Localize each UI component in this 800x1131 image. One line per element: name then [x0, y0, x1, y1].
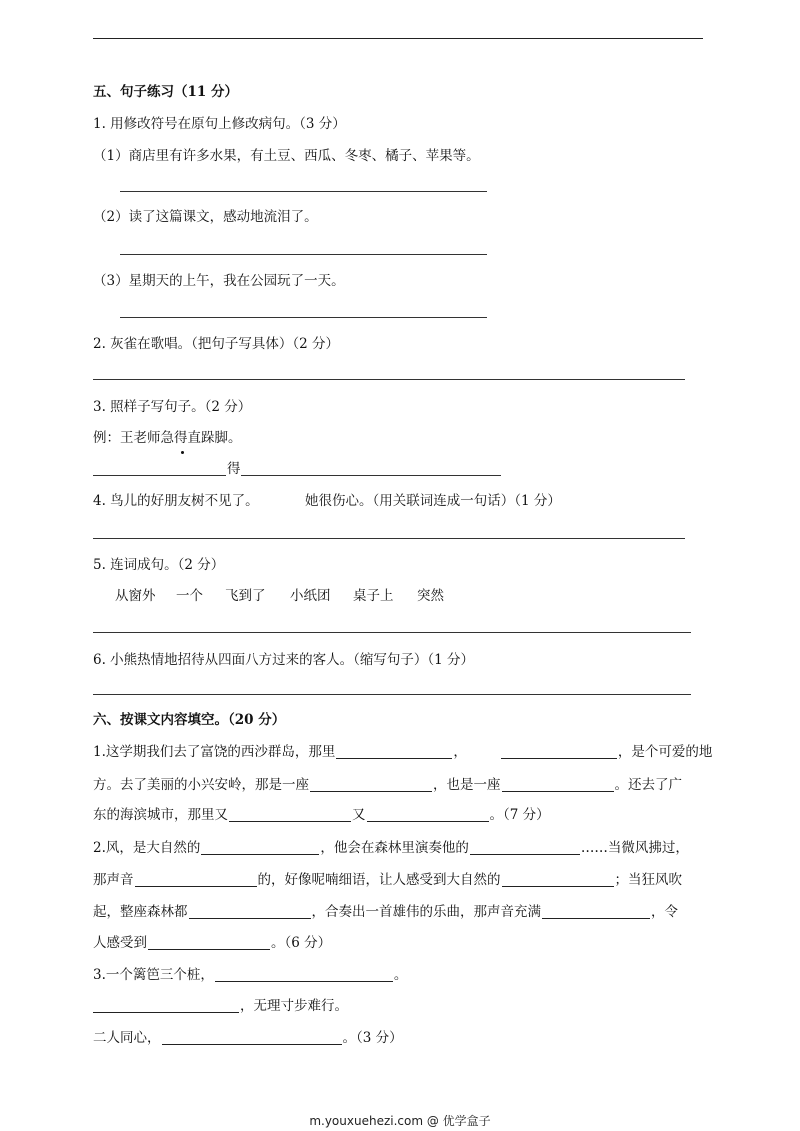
text: 。还去了广	[614, 777, 682, 793]
fill-blank[interactable]	[162, 1030, 342, 1045]
section6-title: 六、按课文内容填空。（20 分）	[93, 712, 286, 728]
q3-char: 得	[227, 461, 241, 477]
fill-blank[interactable]	[135, 872, 257, 887]
answer-line[interactable]	[93, 538, 685, 539]
text: ，也是一座	[433, 777, 501, 793]
text: 1.这学期我们去了富饶的西沙群岛，那里	[93, 744, 336, 760]
q1-item-3: （3）星期天的上午，我在公园玩了一天。	[93, 273, 345, 289]
fill-blank[interactable]	[336, 744, 452, 759]
text: ；当狂风吹	[614, 872, 682, 888]
p2-line-2	[93, 871, 682, 889]
q1-prompt: 1. 用修改符号在原句上修改病句。（3 分）	[93, 116, 346, 132]
text: ……当微风拂过，	[580, 840, 689, 856]
fill-blank[interactable]	[501, 744, 617, 759]
fill-blank[interactable]	[502, 872, 614, 887]
text: ，他会在森林里演奏他的	[320, 840, 469, 856]
answer-line[interactable]	[93, 632, 691, 633]
q4-prompt-a: 4. 鸟儿的好朋友树不见了。	[93, 493, 259, 509]
text: 。	[393, 967, 408, 983]
fill-blank[interactable]	[502, 777, 614, 792]
text: ，是个可爱的地	[617, 744, 713, 760]
p2-line-4	[93, 934, 331, 952]
fill-blank[interactable]	[201, 840, 319, 855]
q6-prompt: 6. 小熊热情地招待从四面八方过来的客人。（缩写句子）（1 分）	[93, 652, 475, 668]
answer-line[interactable]	[93, 475, 226, 476]
q3-prompt: 3. 照样子写句子。（2 分）	[93, 399, 252, 415]
fill-blank[interactable]	[310, 777, 432, 792]
fill-blank[interactable]	[470, 840, 580, 855]
p1-line-1	[93, 743, 712, 761]
p3-line-3	[93, 1029, 403, 1047]
text: 2.风，是大自然的	[93, 840, 201, 856]
p1-line-2	[93, 776, 682, 794]
footer-watermark[interactable]: m.youxuehezi.com @ 优学盒子	[309, 1114, 491, 1128]
text: 人感受到	[93, 935, 147, 951]
fill-blank[interactable]	[229, 807, 351, 822]
q1-item-2: （2）读了这篇课文，感动地流泪了。	[93, 209, 318, 225]
q5-word: 桌子上	[353, 588, 394, 604]
q2-prompt: 2. 灰雀在歌唱。（把句子写具体）（2 分）	[93, 336, 340, 352]
text: 起，整座森林都	[93, 904, 188, 920]
fill-blank[interactable]	[542, 904, 650, 919]
top-rule	[93, 38, 703, 39]
text: 。（6 分）	[271, 935, 332, 951]
text: ，合奏出一首雄伟的乐曲，那声音充满	[311, 904, 541, 920]
q5-word: 突然	[417, 588, 444, 604]
q5-word: 从窗外	[115, 588, 156, 604]
text: ，无理寸步难行。	[240, 998, 348, 1014]
text: 3.一个篱笆三个桩，	[93, 967, 214, 983]
fill-blank[interactable]	[148, 935, 270, 950]
answer-line[interactable]	[120, 317, 487, 318]
text: ，	[453, 744, 467, 760]
answer-line[interactable]	[93, 379, 685, 380]
text: 东的海滨城市，那里又	[93, 807, 228, 823]
q5-prompt: 5. 连词成句。（2 分）	[93, 557, 225, 573]
text: 。（3 分）	[342, 1030, 403, 1046]
emphasis-dot	[181, 451, 184, 454]
text: 的，好像呢喃细语，让人感受到大自然的	[257, 872, 501, 888]
text: 又	[352, 807, 366, 823]
q5-word: 一个	[176, 588, 203, 604]
fill-blank[interactable]	[93, 998, 239, 1013]
p3-line-1	[93, 966, 407, 984]
p2-line-3	[93, 903, 678, 921]
fill-blank[interactable]	[215, 967, 393, 982]
text: ，令	[651, 904, 678, 920]
text: 方。去了美丽的小兴安岭，那是一座	[93, 777, 309, 793]
text: 。（7 分）	[489, 807, 550, 823]
text: 那声音	[93, 872, 134, 888]
q4-prompt-b: 她很伤心。（用关联词连成一句话）（1 分）	[305, 493, 561, 509]
fill-blank[interactable]	[367, 807, 489, 822]
answer-line[interactable]	[241, 475, 501, 476]
q5-word: 飞到了	[225, 588, 266, 604]
p2-line-1	[93, 839, 689, 857]
section5-title: 五、句子练习（11 分）	[93, 84, 238, 100]
answer-line[interactable]	[93, 694, 691, 695]
answer-line[interactable]	[120, 254, 487, 255]
q3-example: 例：王老师急得直跺脚。	[93, 430, 242, 446]
p3-line-2	[93, 997, 348, 1015]
text: 二人同心，	[93, 1030, 161, 1046]
q1-item-1: （1）商店里有许多水果，有土豆、西瓜、冬枣、橘子、苹果等。	[93, 148, 480, 164]
fill-blank[interactable]	[189, 904, 311, 919]
p1-line-3	[93, 806, 550, 824]
answer-line[interactable]	[120, 191, 487, 192]
q5-word: 小纸团	[290, 588, 331, 604]
